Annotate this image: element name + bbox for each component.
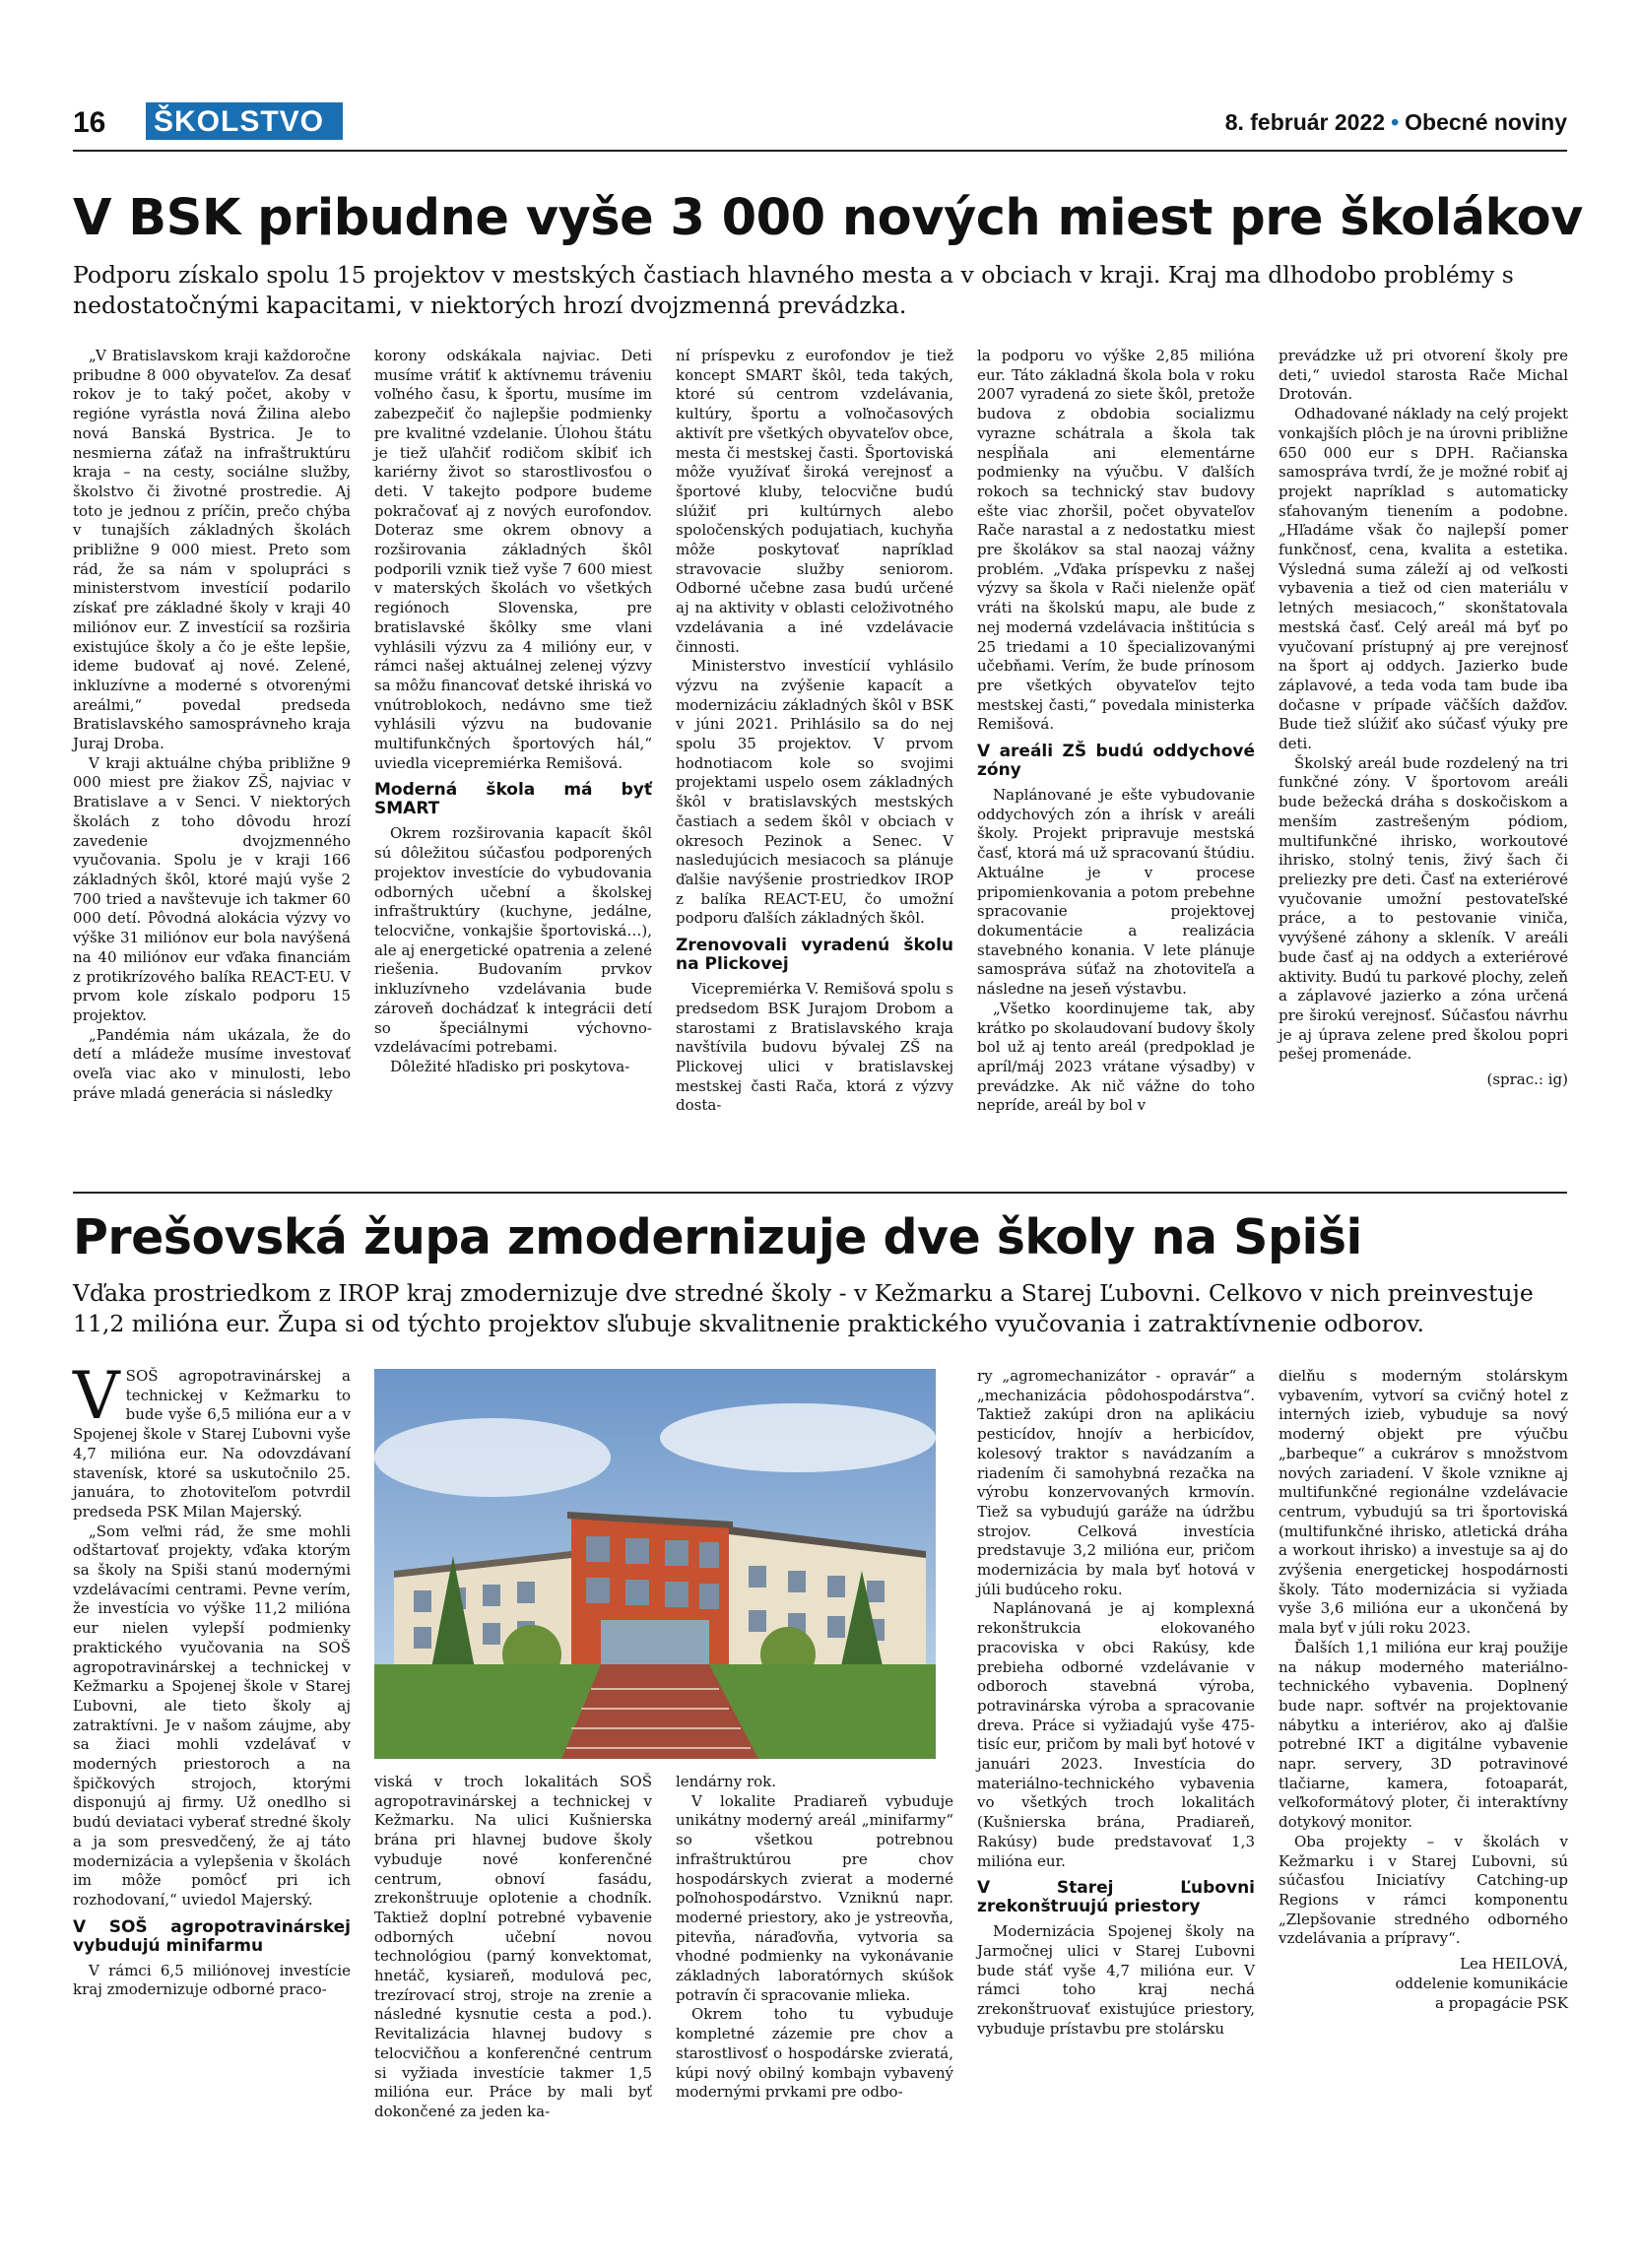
article2-signature	[1279, 1955, 1568, 2013]
paragraph: V rámci 6,5 miliónovej investície kraj zmodernizuje odborné praco-	[73, 1961, 351, 1999]
paragraph: Okrem toho tu vybuduje kompletné zázemie pre chov a starostlivosť o hospodárske zvieratá, kúpi nový obilný kombajn vybavený modernými prvkami pre odbo-	[676, 2005, 953, 2102]
article-divider	[73, 1192, 1567, 1194]
dateline	[1225, 109, 1567, 136]
paragraph: prevádzke už pri otvorení školy pre deti,“ uviedol starosta Rače Michal Drotován.	[1279, 347, 1568, 404]
article2-column-4	[977, 1367, 1255, 2040]
header-rule	[73, 150, 1567, 152]
subheading: V Starej Ľubovni zrekonštruujú priestory	[977, 1878, 1255, 1917]
article2-lead: Vďaka prostriedkom z IROP kraj zmodernizuje dve stredné školy - v Kežmarku a Starej Ľubovni. Celkovo v nich preinvestuje 11,2 milióna eur. Župa si od týchto projektov sľubuje skvalitnenie praktického vyučovania i zatraktívnenie odborov.	[73, 1279, 1534, 1337]
paragraph: V lokalite Pradiareň vybuduje unikátny moderný areál „minifarmy“ so všetkou potrebnou infraštruktúrou pre chov hospodárskych zvierat a moderné poľnohospodárstvo. Vzniknú napr. moderné priestory, ako je ystreovňa, pitevňa, náraďovňa, vytvoria sa vhodné podmienky na vykonávanie základných laboratórnych skúšok potravín či spracovanie mlieka.	[676, 1791, 953, 2004]
drop-cap: V	[73, 1358, 120, 1434]
subheading: V areáli ZŠ budú oddychové zóny	[977, 742, 1255, 781]
paragraph: Vicepremiérka V. Remišová spolu s predsedom BSK Jurajom Drobom a starostami z Bratislavského kraja navštívila budovu bývalej ZŠ na Plickovej ulici v bratislavskej mestskej časti Rača, ktorá z výzvy dosta-	[676, 980, 953, 1115]
paragraph: Ministerstvo investícií vyhlásilo výzvu na zvýšenie kapacít a modernizáciu základných škôl v BSK v júni 2021. Prihlásilo sa do nej spolu 35 projektov. V prvom hodnotiacom kole so svojimi projektami uspelo osem základných škôl v bratislavských mestských častiach a sedem škôl v obciach v okresoch Pezinok a Senec. V nasledujúcich mesiacoch sa plánuje ďalšie navýšenie prostriedkov IROP z balíka REACT-EU, čo umožní podporu ďalších základných škôl.	[676, 657, 953, 928]
paragraph: Ďalších 1,1 milióna eur kraj použije na nákup moderného materiálno-technického vybavenia. Doplnený bude napr. softvér na projektovanie nábytku a interiérov, ako aj ďalšie potrebné IKT a digitálne vybavenie napr. servery, 3D potravinové tlačiarne, kamera, fotoaparát, veľkoformátový ploter, či interaktívny dotykový monitor.	[1279, 1638, 1568, 1832]
paragraph: Dôležité hľadisko pri poskytova-	[390, 1057, 630, 1075]
paragraph: Odhadované náklady na celý projekt vonkajších plôch je na úrovni približne 650 000 eur s DPH. Račianska samospráva tvrdí, že je možné robiť aj projekt napríklad s automaticky sťahovaným tienením a podobne. „Hľadáme však čo najlepší pomer funkčnosť, cena, kvalita a estetika. Výsledná suma záleží aj od veľkosti vybavenia a tiež od cien materiálu v letných mesiacoch,“ skonštatovala mestská časť. Celý areál má byť po vyučovaní prístupný aj pre verejnosť na šport aj oddych. Jazierko bude záplavové, a teda voda tam bude iba dočasne v prípade väčších dažďov. Bude tiež slúžiť ako súčasť výuky pre deti.	[1279, 405, 1568, 753]
article2-column-3	[676, 1773, 953, 2103]
paragraph: korony odskákala najviac. Deti musíme vrátiť k aktívnemu tráveniu voľného času, k športu, musíme im zabezpečiť čo najlepšie podmienky pre kvalitné vzdelanie. Úlohou štátu je tiež uľahčiť rodičom skĺbiť ich kariérny život so starostlivosťou o deti. V takejto podpore budeme pokračovať aj z nových eurofondov. Doteraz sme okrem obnovy a rozširovania základných škôl podporili vznik tiež vyše 7 600 miest v materských školách vo všetkých regiónoch Slovenska, pre bratislavské škôlky sme vlani vyhlásili výzvu za 4 milióny eur, v rámci našej aktuálnej zelenej výzvy sa môžu financovať detské ihriská vo vnútroblokoch, nedávno sme tiež vyhlásili výzvu na budovanie multifunkčných športových hál,“ uviedla vicepremiérka Remišová.	[374, 347, 652, 772]
subheading: Zrenovovali vyradenú školu na Plickovej	[676, 936, 953, 975]
article2-headline: Prešovská župa zmodernizuje dve školy na Spiši	[73, 1209, 1362, 1265]
author-role: oddelenie komunikácie	[1395, 1974, 1568, 1992]
paragraph-text: SOŠ agropotravinárskej a technickej v Kežmarku to bude vyše 6,5 milióna eur a v Spojenej škole v Starej Ľubovni vyše 4,7 milióna eur. Na odovzdávaní stavenísk, ktoré sa uskutočnilo 25. januára, to zhotoviteľom potvrdil predseda PSK Milan Majerský.	[73, 1367, 351, 1521]
article2-column-5	[1279, 1367, 1568, 2013]
paragraph: „Som veľmi rád, že sme mohli odštartovať projekty, vďaka ktorým sa školy na Spiši stanú modernými vzdelávacími centrami. Pevne verím, že investícia vo výške 11,2 milióna eur nielen vylepší podmienky praktického vyučovania na SOŠ agropotravinárskej a technickej v Kežmarku a Spojenej škole v Starej Ľubovni, ale tieto školy aj zatraktívni. Je v našom záujme, aby sa žiaci mohli vzdelávať v moderných priestoroch a na špičkových strojoch, ktorými disponujú aj firmy. Už onedlho si budú deviataci vyberať stredné školy a ja som presvedčený, že aj táto modernizácia a vylepšenia v školách im môže pomôcť pri ich rozhodovaní,“ uviedol Majerský.	[73, 1522, 351, 1909]
article2-column-2	[374, 1773, 652, 2122]
paragraph: Naplánovaná je aj komplexná rekonštrukcia elokovaného pracoviska v obci Rakúsy, kde prebieha odborné vzdelávanie v odboroch stavebná výroba, potravinárska výroba a spracovanie dreva. Práce si vyžiadajú vyše 475-tisíc eur, pričom by mali byť hotové v januári 2023. Investícia do materiálno-technického vybavenia vo všetkých troch lokalitách (Kušnierska brána, Pradiareň, Rakúsy) bude predstavovať 1,3 milióna eur.	[977, 1599, 1255, 1870]
school-building-image	[374, 1369, 936, 1759]
issue-date: 8. február 2022	[1224, 109, 1386, 135]
paragraph: Naplánované je ešte vybudovanie oddychových zón a ihrísk v areáli školy. Projekt pripravuje mestská časť, ktorá má už spracovanú štúdiu. Aktuálne je v procese pripomienkovania a potom prebehne spracovanie projektovej dokumentácie a realizácia stavebného konania. V lete plánuje samospráva súťaž na zhotoviteľa a následne na jeseň výstavbu.	[977, 786, 1255, 999]
paragraph: V kraji aktuálne chýba približne 9 000 miest pre žiakov ZŠ, najviac v Bratislave a v Senci. V niektorých školách z toho dôvodu hrozí zavedenie dvojzmenného vyučovania. Spolu je v kraji 166 základných škôl, ktoré majú vyše 2 700 tried a navštevuje ich takmer 60 000 detí. Pôvodná alokácia výzvy vo výške 31 miliónov eur bola navýšená na 40 miliónov eur vďaka financiám z protikrízového balíka REACT-EU. V prvom kole získalo podporu 15 projektov.	[73, 753, 351, 1024]
paragraph: ry „agromechanizátor - opravár“ a „mechanizácia pôdohospodárstva“. Taktiež zakúpi dron na aplikáciu pesticídov, hnojív a herbicídov, kolesový traktor s navádzaním a riadením či samohybná rezačka na výrobu konzervovaných krmovín. Tiež sa vybudujú garáže na údržbu strojov. Celková investícia predstavuje 3,2 milióna eur, pričom modernizácia by mala byť hotová v júli budúceho roku.	[977, 1367, 1255, 1598]
subheading: Moderná škola má byť SMART	[374, 780, 652, 819]
author-name: Lea HEILOVÁ,	[1460, 1955, 1568, 1974]
paragraph: viská v troch lokalitách SOŠ agropotravinárskej a technickej v Kežmarku. Na ulici Kušnierska brána pri hlavnej budove školy vybuduje nové konferenčné centrum, obnoví fasádu, zrekonštruuje oplotenie a chodník. Taktiež doplní potrebné vybavenie odborných učební novou technológiou (parný konvektomat, hnetáč, kysiareň, modulová pec, trezírovací stroj, stroje na zrenie a následné kysnutie cesta a pod.). Revitalizácia hlavnej budovy s telocvičňou a konferenčné centrum si vyžiada investície takmer 1,5 milióna eur. Práce by mali byť dokončené za jeden ka-	[374, 1773, 652, 2120]
paragraph: ní príspevku z eurofondov je tiež koncept SMART škôl, teda takých, ktoré sú centrom vzdelávania, kultúry, športu a voľnočasových aktivít pre všetkých obyvateľov obce, mesta či mestskej časti. Športoviská môže využívať široká verejnosť a športové kluby, telocvične budú slúžiť pri kultúrnych alebo spoločenských podujatiach, kuchyňa môže poskytovať napríklad stravovacie služby seniorom. Odborné učebne zasa budú určené aj na aktivity v oblasti celoživotného vzdelávania a iné vzdelávacie činnosti.	[676, 347, 953, 656]
paragraph: Okrem rozširovania kapacít škôl sú dôležitou súčasťou podporených projektov investície do vybudovania odborných učební a školskej infraštruktúry (kuchyne, jedálne, telocvične, vonkajšie športoviská…), ale aj energetické opatrenia a zelené riešenia. Budovaním prvkov inkluzívneho vzdelávania bude zároveň dochádzať k integrácii detí so špeciálnymi výchovno-vzdelávacími potrebami.	[374, 824, 652, 1057]
article1-column-2	[374, 347, 652, 1077]
paragraph: „V Bratislavskom kraji každoročne pribudne 8 000 obyvateľov. Za desať rokov je to taký počet, akoby v regióne vyrástla nová Žilina alebo nová Banská Bystrica. Je to nesmierna záťaž na infraštruktúru kraja – na cesty, sociálne služby, školstvo či životné prostredie. Aj toto je jednou z príčin, prečo chýba v tunajších základných školách približne 9 000 miest. Preto som rád, že sa nám v spolupráci s ministerstvom investícií podarilo získať pre základné školy v kraji 40 miliónov eur. Z investícií sa rozširia existujúce školy a čo je ešte lepšie, ideme budovať aj nové. Zelené, inkluzívne a moderné s otvorenými areálmi,“ povedal predseda Bratislavského samosprávneho kraja Juraj Droba.	[73, 347, 351, 753]
article1-signature: (sprac.: ig)	[1486, 1070, 1568, 1089]
author-role: a propagácie PSK	[1434, 1993, 1568, 2012]
article1-column-1	[73, 347, 351, 1103]
dateline-separator: •	[1391, 109, 1400, 135]
section-label: ŠKOLSTVO	[146, 102, 343, 140]
paragraph: dielňu s moderným stolárskym vybavením, vytvorí sa cvičný hotel z interných izieb, vybuduje sa nový moderný objekt pre výučbu „barbeque“ a cukrárov s množstvom nových zariadení. V škole vznikne aj multifunkčné regionálne vzdelávacie centrum, vybudujú sa tri športoviská (multifunkčné ihrisko, atletická dráha a workout ihrisko) a investuje sa aj do zvýšenia energetickej hospodárnosti školy. Táto modernizácia si vyžiada vyše 3,6 milióna eur a ukončená by mala byť v júli roku 2023.	[1279, 1367, 1568, 1638]
article2-column-1	[73, 1358, 351, 2000]
paragraph: Oba projekty – v školách v Kežmarku i v Starej Ľubovni, sú súčasťou Iniciatívy Catching-up Regions v rámci komponentu „Zlepšovanie stredného odborného vzdelávania a prípravy“.	[1279, 1832, 1568, 1948]
page-number: 16	[73, 106, 106, 139]
paragraph: Školský areál bude rozdelený na tri funkčné zóny. V športovom areáli bude bežecká dráha s doskočiskom a menším zastrešeným pódiom, multifunkčné ihrisko, workoutové ihrisko, stolný tenis, živý šach či preliezky pre deti. Časť na exteriérové vyučovanie umožní pestovateľské práce, a to pestovanie viniča, vyvýšené záhony a skleník. V areáli bude časť aj na oddych a exteriérové aktivity. Budú tu parkové plochy, zeleň a záplavové jazierko a zóna určená pre širokú verejnosť. Súčasťou návrhu je aj úprava zelene pred školou popri pešej promenáde.	[1279, 753, 1568, 1064]
article1-lead: Podporu získalo spolu 15 projektov v mestských častiach hlavného mesta a v obciach v kraji. Kraj ma dlhodobo problémy s nedostatočnými kapacitami, v niektorých hrozí dvojzmenná prevádzka.	[73, 261, 1514, 319]
article1-column-4	[977, 347, 1255, 1116]
paragraph: lendárny rok.	[676, 1773, 777, 1790]
paragraph: „Pandémia nám ukázala, že do detí a mládeže musíme investovať oveľa viac ako v minulosti, lebo práve mladá generácia si následky	[73, 1025, 351, 1102]
school-rendering-photo	[374, 1369, 936, 1759]
article1-headline: V BSK pribudne vyše 3 000 nových miest pre školákov	[73, 189, 1583, 247]
paragraph: „Všetko koordinujeme tak, aby krátko po skolaudovaní budovy školy bol už aj tento areál (predpoklad je apríl/máj 2023 vrátane výsadby) v prevádzke. Ak nič vážne do toho nepríde, areál by bol v	[977, 999, 1255, 1115]
article1-column-3	[676, 347, 953, 1116]
subheading: V SOŠ agropotravinárskej vybudujú minifarmu	[73, 1916, 351, 1956]
paragraph: Modernizácia Spojenej školy na Jarmočnej ulici v Starej Ľubovni bude stáť vyše 4,7 milióna eur. V rámci toho kraj nechá zrekonštruovať existujúce priestory, vybuduje prístavbu pre stolársku	[977, 1922, 1255, 2038]
paragraph	[73, 1358, 351, 1523]
paragraph: la podporu vo výške 2,85 milióna eur. Táto základná škola bola v roku 2007 vyradená zo siete škôl, pretože budova z obdobia socializmu vyrazne schátrala a škola tak nespĺňala ani elementárne podmienky na výučbu. V ďalších rokoch sa technický stav budovy ešte viac zhoršil, počet obyvateľov Rače narastal a z nedostatku miest pre školákov sa stal naozaj vážny problém. „Vďaka príspevku z našej výzvy sa škola v Rači nielenže opäť vráti na školskú mapu, ale bude z nej moderná vzdelávacia inštitúcia s 25 triedami a 10 špecializovanými učebňami. Verím, že bude prínosom pre všetkých obyvateľov tejto mestskej časti,“ povedala ministerka Remišová.	[977, 347, 1255, 734]
article1-column-5	[1279, 347, 1568, 1090]
publication-name: Obecné noviny	[1405, 109, 1567, 135]
